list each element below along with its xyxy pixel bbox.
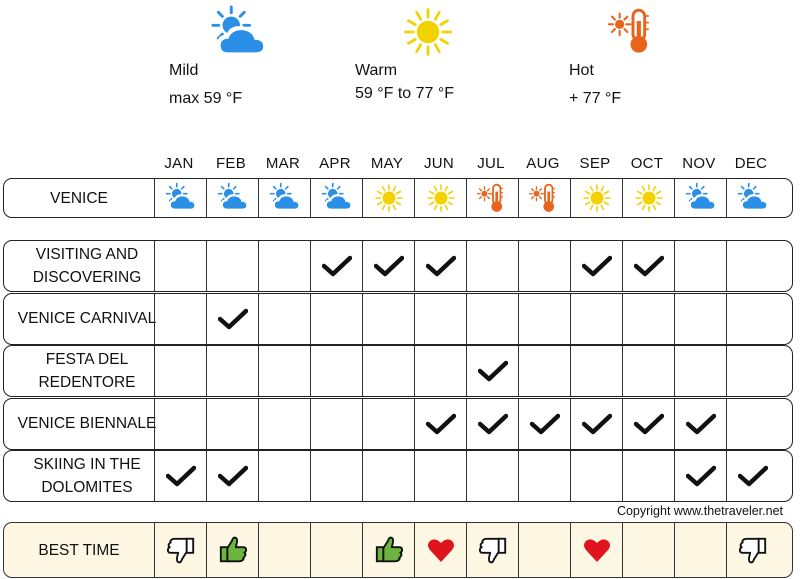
activity-cell-aug: [518, 294, 570, 344]
checkmark-icon: [530, 413, 560, 435]
activity-row: [3, 240, 793, 292]
activity-cell-jul: [466, 451, 518, 501]
activity-cell-may: [362, 451, 414, 501]
activity-cell-jul: [466, 294, 518, 344]
activity-cell-oct: [622, 294, 674, 344]
weather-row: [3, 178, 793, 218]
activity-cell-oct: [622, 346, 674, 396]
checkmark-icon: [426, 413, 456, 435]
best-time-row: [3, 522, 793, 578]
month-feb: FEB: [215, 155, 247, 172]
thermometer-sun-icon: [529, 182, 561, 214]
activity-cell-dec: [726, 294, 778, 344]
month-apr: APR: [319, 155, 351, 172]
weather-cell-mar: [258, 179, 310, 217]
best-time-cell-jan: [154, 523, 206, 577]
month-sep: SEP: [579, 155, 611, 172]
activity-cell-may: [362, 294, 414, 344]
thumbs-up-icon: [374, 535, 404, 565]
activity-cell-apr: [310, 346, 362, 396]
cloud-sun-icon: [321, 182, 353, 214]
activity-cell-sep: [570, 399, 622, 449]
checkmark-icon: [478, 360, 508, 382]
checkmark-icon: [738, 465, 768, 487]
month-oct: OCT: [630, 155, 664, 172]
activity-label: VENICE CARNIVAL: [17, 310, 157, 327]
legend-warm-title: Warm: [355, 62, 398, 79]
sun-icon: [582, 183, 612, 213]
activity-cell-jun: [414, 346, 466, 396]
best-time-cell-mar: [258, 523, 310, 577]
activity-cell-feb: [206, 294, 258, 344]
checkmark-icon: [374, 255, 404, 277]
activity-cell-jun: [414, 399, 466, 449]
weather-cell-nov: [674, 179, 726, 217]
sun-icon: [374, 183, 404, 213]
activity-cell-apr: [310, 241, 362, 291]
activity-label: SKIING IN THE DOLOMITES: [33, 456, 141, 496]
weather-cell-dec: [726, 179, 778, 217]
month-jun: JUN: [423, 155, 455, 172]
activity-cell-apr: [310, 399, 362, 449]
thermometer-sun-icon: [477, 182, 509, 214]
month-jul: JUL: [477, 155, 505, 172]
weather-cell-apr: [310, 179, 362, 217]
activity-cell-apr: [310, 451, 362, 501]
month-mar: MAR: [265, 155, 301, 172]
best-time-cell-sep: [570, 523, 622, 577]
activity-cell-sep: [570, 241, 622, 291]
month-dec: DEC: [734, 155, 768, 172]
weather-cell-oct: [622, 179, 674, 217]
best-time-cell-feb: [206, 523, 258, 577]
activity-cell-jan: [154, 346, 206, 396]
activity-cell-jun: [414, 241, 466, 291]
cloud-sun-icon: [210, 4, 268, 62]
checkmark-icon: [634, 413, 664, 435]
checkmark-icon: [582, 413, 612, 435]
activity-cell-nov: [674, 241, 726, 291]
activity-cell-jan: [154, 399, 206, 449]
activity-cell-oct: [622, 451, 674, 501]
activity-cell-aug: [518, 346, 570, 396]
thumbs-up-icon: [218, 535, 248, 565]
thumbs-down-icon: [166, 535, 196, 565]
activity-cell-feb: [206, 346, 258, 396]
activity-label: VISITING AND DISCOVERING: [32, 246, 142, 286]
activity-cell-jan: [154, 241, 206, 291]
activity-row: [3, 450, 793, 502]
activity-cell-mar: [258, 346, 310, 396]
activity-cell-may: [362, 346, 414, 396]
best-time-cell-dec: [726, 523, 778, 577]
thermometer-sun-icon: [608, 6, 658, 56]
checkmark-icon: [478, 413, 508, 435]
activity-cell-feb: [206, 399, 258, 449]
checkmark-icon: [426, 255, 456, 277]
activity-cell-jul: [466, 399, 518, 449]
activity-cell-jan: [154, 294, 206, 344]
activity-cell-nov: [674, 451, 726, 501]
activity-cell-mar: [258, 451, 310, 501]
best-time-cell-may: [362, 523, 414, 577]
activity-cell-oct: [622, 241, 674, 291]
activity-cell-oct: [622, 399, 674, 449]
best-time-cell-jul: [466, 523, 518, 577]
checkmark-icon: [322, 255, 352, 277]
checkmark-icon: [218, 308, 248, 330]
checkmark-icon: [166, 465, 196, 487]
activity-cell-mar: [258, 294, 310, 344]
weather-cell-aug: [518, 179, 570, 217]
month-aug: AUG: [526, 155, 560, 172]
activity-cell-jan: [154, 451, 206, 501]
activity-cell-sep: [570, 294, 622, 344]
weather-cell-may: [362, 179, 414, 217]
activity-cell-mar: [258, 399, 310, 449]
copyright: Copyright www.thetraveler.net: [616, 504, 783, 518]
checkmark-icon: [582, 255, 612, 277]
sun-icon: [634, 183, 664, 213]
weather-cell-sep: [570, 179, 622, 217]
activity-cell-may: [362, 241, 414, 291]
weather-cell-jul: [466, 179, 518, 217]
activity-label: FESTA DEL REDENTORE: [38, 351, 136, 391]
activity-cell-jul: [466, 241, 518, 291]
activity-cell-jun: [414, 294, 466, 344]
legend-warm-subtitle: 59 °F to 77 °F: [355, 85, 455, 102]
activity-cell-dec: [726, 346, 778, 396]
best-time-cell-jun: [414, 523, 466, 577]
month-nov: NOV: [682, 155, 716, 172]
legend-hot-subtitle: + 77 °F: [569, 90, 622, 107]
best-time-label: BEST TIME: [38, 541, 120, 559]
cloud-sun-icon: [685, 182, 717, 214]
legend-mild-subtitle: max 59 °F: [169, 90, 243, 107]
activity-cell-feb: [206, 241, 258, 291]
checkmark-icon: [218, 465, 248, 487]
activity-cell-aug: [518, 241, 570, 291]
best-time-cell-aug: [518, 523, 570, 577]
thumbs-down-icon: [478, 535, 508, 565]
activity-cell-dec: [726, 451, 778, 501]
activity-cell-sep: [570, 346, 622, 396]
heart-icon: [583, 537, 611, 563]
activity-cell-mar: [258, 241, 310, 291]
activity-cell-nov: [674, 346, 726, 396]
cloud-sun-icon: [165, 182, 197, 214]
cloud-sun-icon: [737, 182, 769, 214]
checkmark-icon: [686, 465, 716, 487]
checkmark-icon: [634, 255, 664, 277]
checkmark-icon: [686, 413, 716, 435]
legend-mild-title: Mild: [169, 62, 199, 79]
activity-cell-jul: [466, 346, 518, 396]
activity-cell-aug: [518, 399, 570, 449]
activity-row: [3, 345, 793, 397]
activity-cell-dec: [726, 241, 778, 291]
weather-cell-jan: [154, 179, 206, 217]
activity-cell-feb: [206, 451, 258, 501]
best-time-cell-nov: [674, 523, 726, 577]
weather-cell-feb: [206, 179, 258, 217]
cloud-sun-icon: [269, 182, 301, 214]
activity-cell-jun: [414, 451, 466, 501]
month-may: MAY: [370, 155, 404, 172]
legend-hot-title: Hot: [569, 62, 594, 79]
best-time-cell-apr: [310, 523, 362, 577]
activity-row: [3, 398, 793, 450]
best-time-cell-oct: [622, 523, 674, 577]
sun-icon: [426, 183, 456, 213]
activity-cell-aug: [518, 451, 570, 501]
cloud-sun-icon: [217, 182, 249, 214]
activity-cell-nov: [674, 399, 726, 449]
sun-icon: [402, 6, 454, 58]
activity-cell-sep: [570, 451, 622, 501]
weather-cell-jun: [414, 179, 466, 217]
heart-icon: [427, 537, 455, 563]
activity-row: [3, 293, 793, 345]
thumbs-down-icon: [738, 535, 768, 565]
activity-cell-dec: [726, 399, 778, 449]
activity-cell-may: [362, 399, 414, 449]
month-jan: JAN: [164, 155, 194, 172]
activity-cell-apr: [310, 294, 362, 344]
city-label: VENICE: [50, 189, 108, 207]
activity-cell-nov: [674, 294, 726, 344]
activity-label: VENICE BIENNALE: [17, 415, 157, 432]
